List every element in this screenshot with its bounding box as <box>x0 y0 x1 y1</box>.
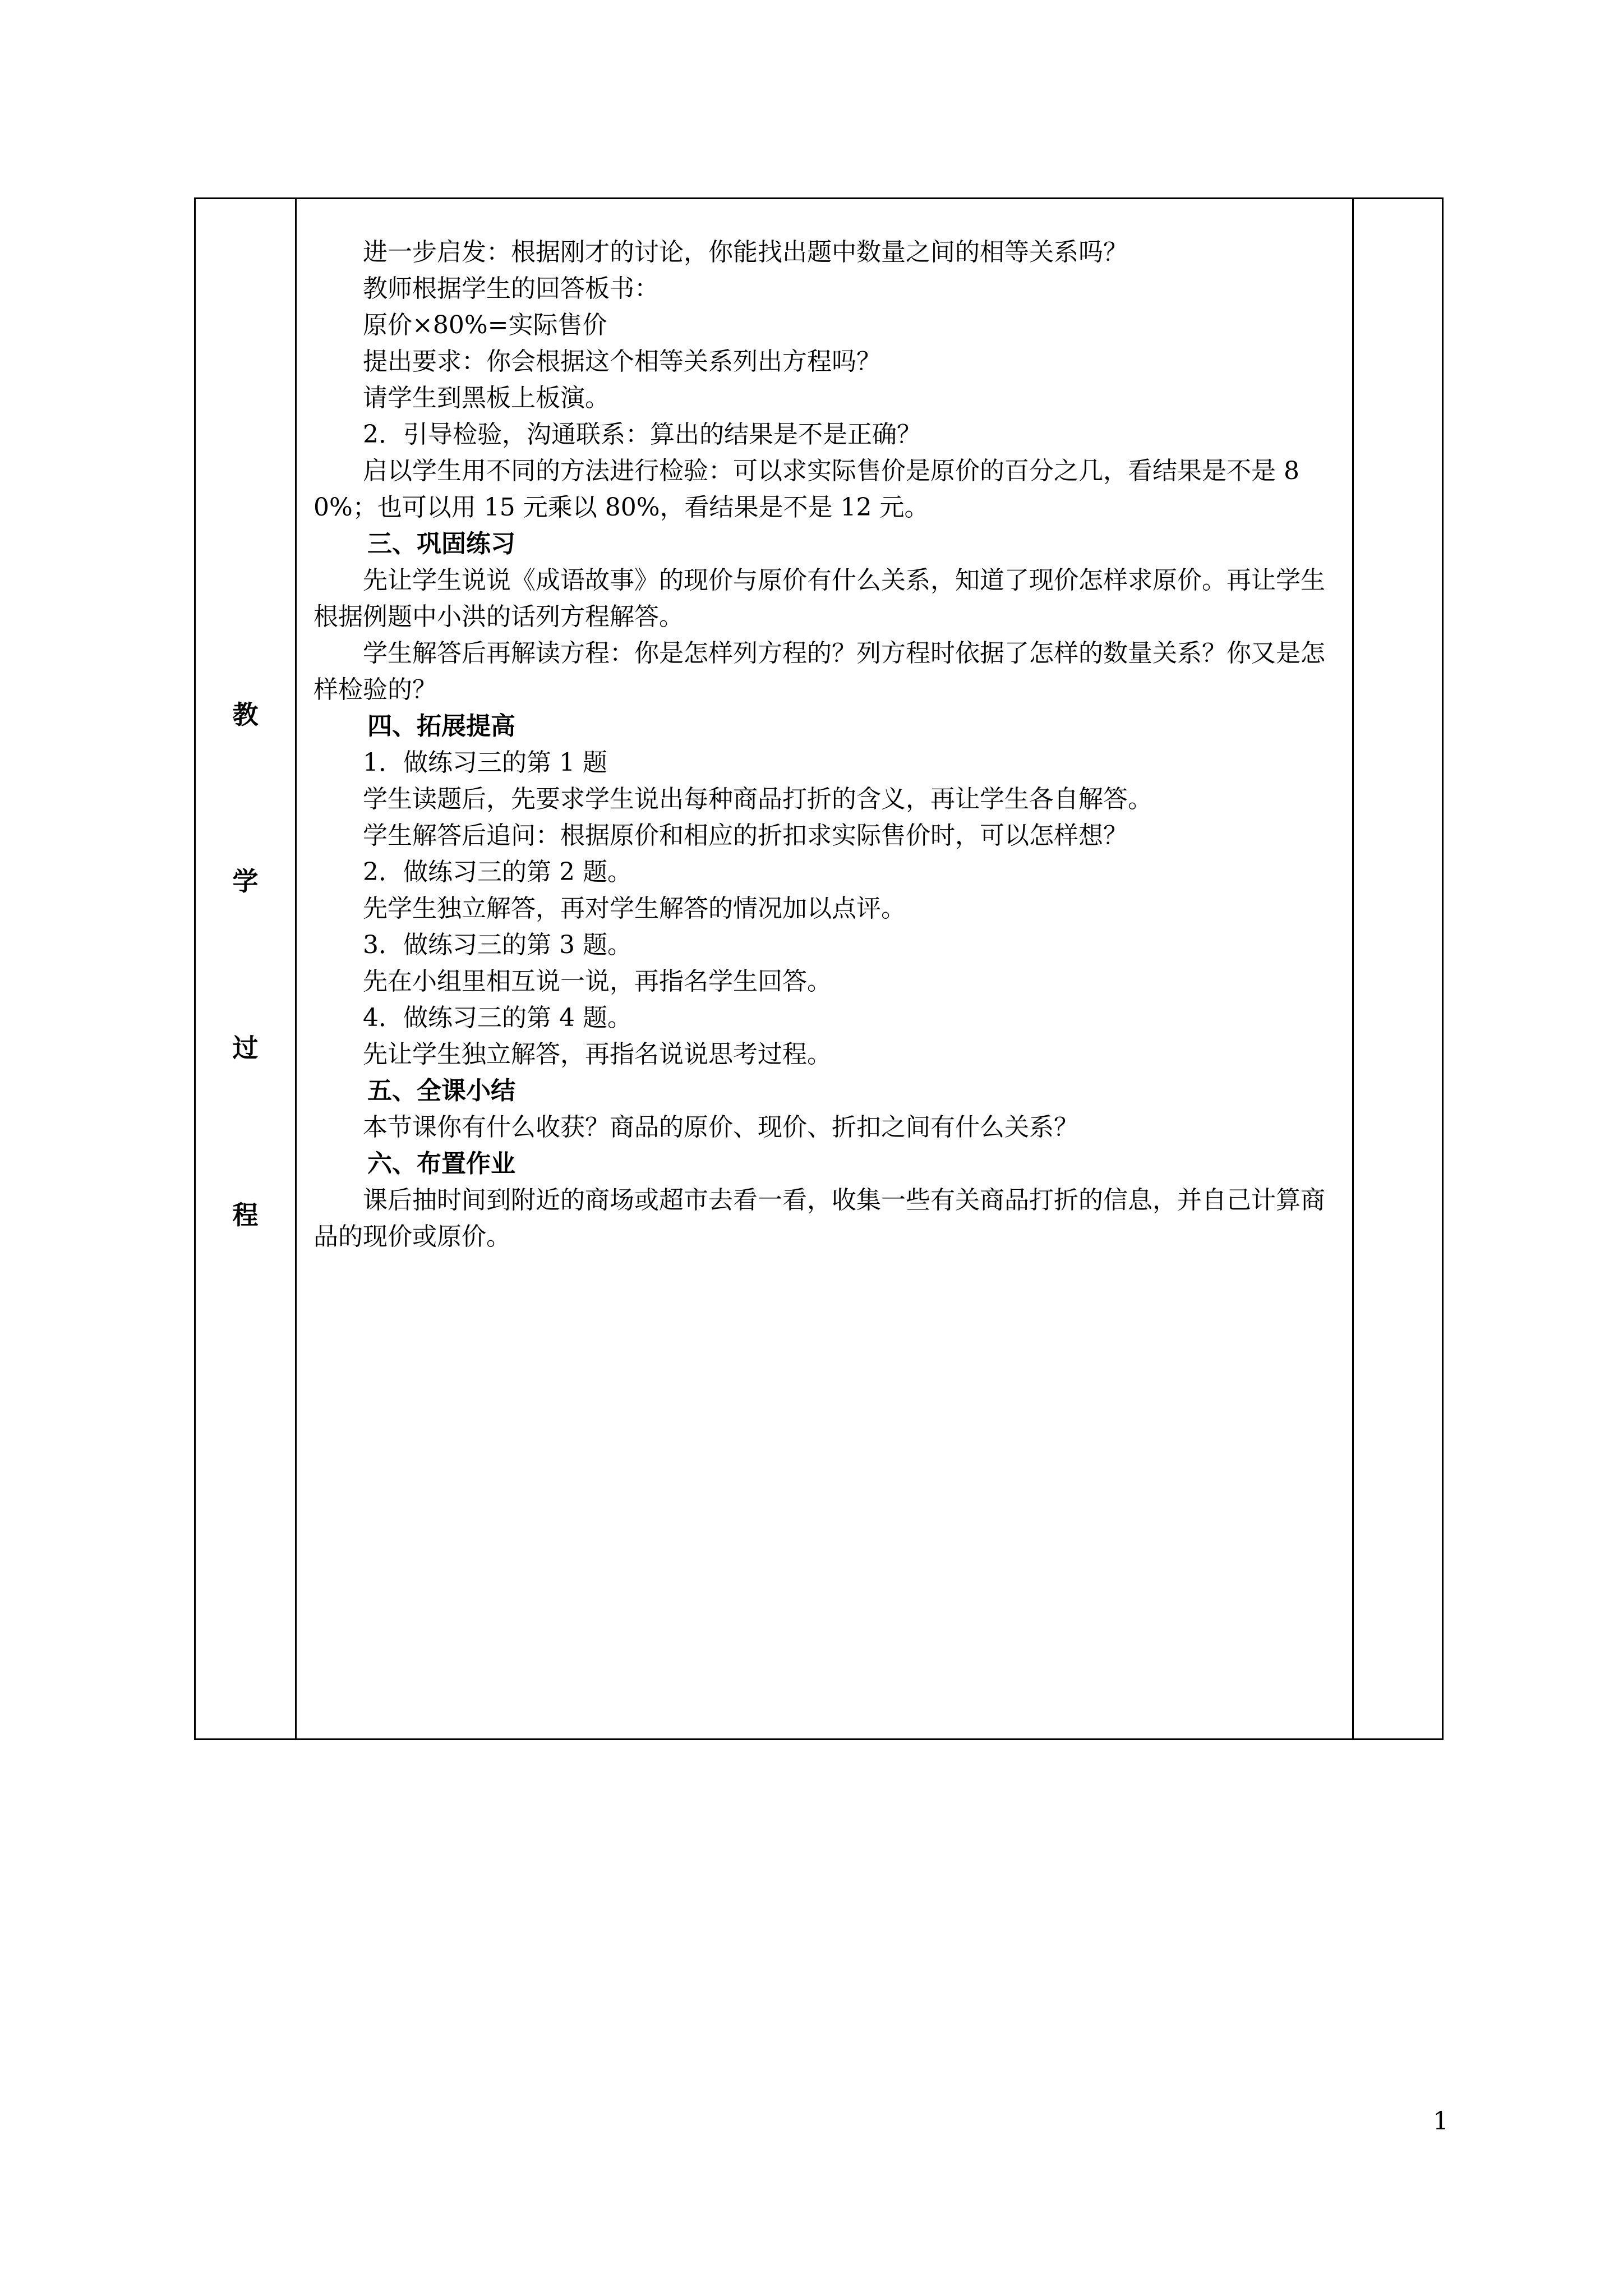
paragraph: 先在小组里相互说一说，再指名学生回答。 <box>363 967 832 996</box>
paragraph: 教师根据学生的回答板书： <box>363 274 659 303</box>
label-char-jiao: 教 <box>232 700 259 730</box>
paragraph: 学生解答后追问：根据原价和相应的折扣求实际售价时，可以怎样想？ <box>363 821 1128 850</box>
paragraph: 提出要求：你会根据这个相等关系列出方程吗？ <box>363 347 881 376</box>
paragraph: 2．引导检验，沟通联系：算出的结果是不是正确？ <box>363 420 921 449</box>
section-heading: 四、拓展提高 <box>367 712 515 740</box>
page-number: 1 <box>1433 2107 1449 2136</box>
notes-column <box>1352 199 1442 1738</box>
section-heading: 六、布置作业 <box>367 1149 515 1178</box>
paragraph: 课后抽时间到附近的商场或超市去看一看，收集一些有关商品打折的信息，并自己计算商品的现价或原价。 <box>313 1186 1325 1251</box>
paragraph: 2．做练习三的第 2 题。 <box>363 858 632 886</box>
paragraph: 先让学生说说《成语故事》的现价与原价有什么关系，知道了现价怎样求原价。再让学生根据例题中小洪的话列方程解答。 <box>313 566 1325 631</box>
label-char-cheng: 程 <box>232 1200 259 1230</box>
paragraph: 进一步启发：根据刚才的讨论，你能找出题中数量之间的相等关系吗？ <box>363 238 1128 266</box>
paragraph: 原价×80%=实际售价 <box>363 311 607 339</box>
paragraph: 先让学生独立解答，再指名说说思考过程。 <box>363 1040 832 1069</box>
paragraph: 启以学生用不同的方法进行检验：可以求实际售价是原价的百分之几，看结果是不是 80%；也可以用 15 元乘以 80%，看结果是不是 12 元。 <box>313 457 1299 522</box>
label-char-guo: 过 <box>232 1033 259 1063</box>
paragraph: 1．做练习三的第 1 题 <box>363 748 607 777</box>
section-heading: 五、全课小结 <box>367 1076 515 1105</box>
paragraph: 学生解答后再解读方程：你是怎样列方程的？列方程时依据了怎样的数量关系？你又是怎样检验的？ <box>313 639 1325 704</box>
label-char-xue: 学 <box>232 866 259 896</box>
paragraph: 本节课你有什么收获？商品的原价、现价、折扣之间有什么关系？ <box>363 1113 1078 1142</box>
paragraph: 4．做练习三的第 4 题。 <box>363 1004 632 1032</box>
label-column <box>196 199 297 1738</box>
lesson-table <box>194 197 1444 1740</box>
lesson-content <box>313 234 1345 1255</box>
paragraph: 先学生独立解答，再对学生解答的情况加以点评。 <box>363 894 906 923</box>
paragraph: 学生读题后，先要求学生说出每种商品打折的含义，再让学生各自解答。 <box>363 785 1152 813</box>
paragraph: 3．做练习三的第 3 题。 <box>363 931 632 959</box>
section-heading: 三、巩固练习 <box>367 530 515 558</box>
paragraph: 请学生到黑板上板演。 <box>363 384 610 412</box>
